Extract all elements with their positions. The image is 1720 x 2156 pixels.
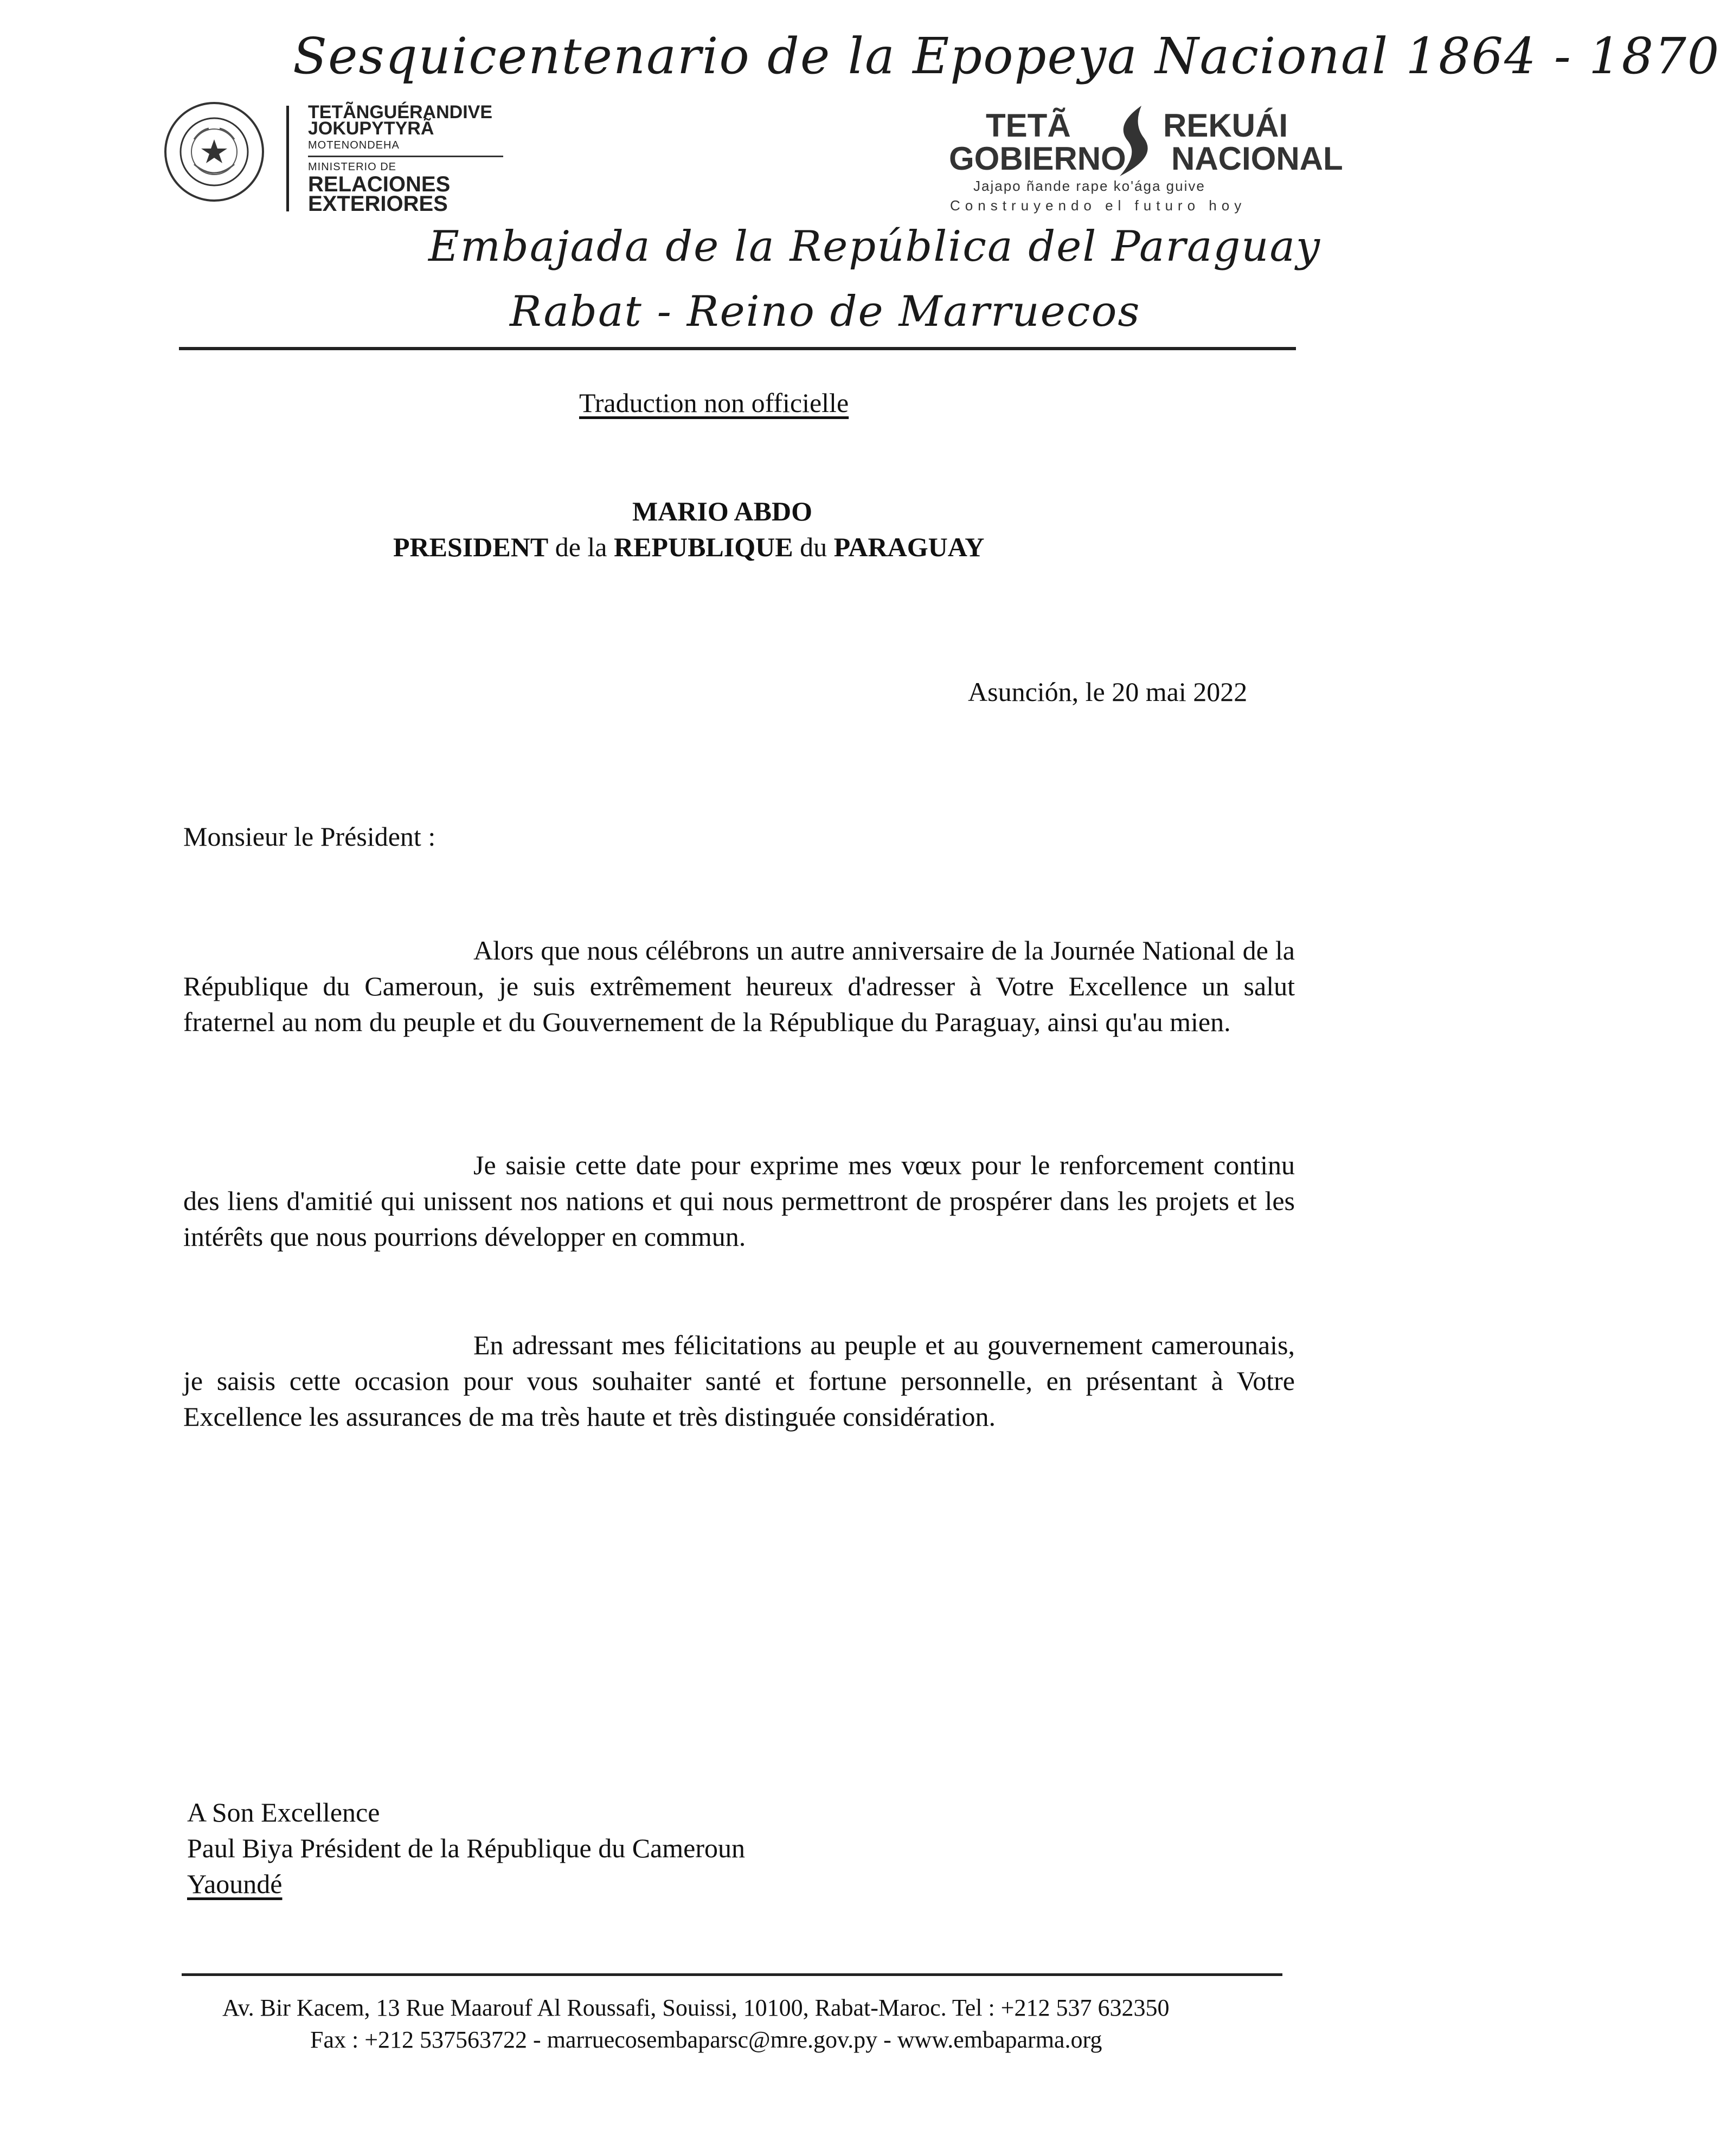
ministry-line-3: MOTENONDEHA <box>308 139 400 151</box>
ministry-divider <box>286 106 289 211</box>
national-seal-icon <box>163 100 266 203</box>
unofficial-translation-note: Traduction non officielle <box>579 388 849 418</box>
letter-date: Asunción, le 20 mai 2022 <box>968 677 1248 707</box>
government-logo-nacional: NACIONAL <box>1171 140 1343 177</box>
sender-title <box>393 529 984 565</box>
recipient-block <box>187 1794 745 1902</box>
ministry-line-1: TETÃNGUÉRANDIVE <box>308 102 493 123</box>
paragraph-2: Je saisie cette date pour exprime mes vœux pour le renforcement continu des liens d'amitié qui unissent nos nations et qui nous permettront de prospérer dans les projets et les intérêts que nous pourrions développer en commun. <box>183 1150 1295 1252</box>
recipient-line-1: A Son Excellence <box>187 1797 380 1827</box>
salutation: Monsieur le Président : <box>183 821 436 852</box>
ministry-line-4: MINISTERIO DE <box>308 161 397 173</box>
ministry-rule <box>308 156 503 157</box>
ministry-line-2: JOKUPYTYRÃ <box>308 118 434 139</box>
ministry-line-6: EXTERIORES <box>308 192 448 216</box>
recipient-city: Yaoundé <box>187 1869 283 1899</box>
embassy-name: Embajada de la República del Paraguay <box>428 222 1321 271</box>
sender-title-word: du <box>800 532 827 562</box>
embassy-location: Rabat - Reino de Marruecos <box>510 287 1141 336</box>
government-tagline-spanish: Construyendo el futuro hoy <box>950 197 1247 214</box>
sender-title-word: REPUBLIQUE <box>613 532 793 562</box>
sender-title-word: de la <box>555 532 607 562</box>
sender-name: MARIO ABDO <box>632 496 812 526</box>
government-tagline-guarani: Jajapo ñande rape ko'ága guive <box>973 178 1205 194</box>
government-logo-gobierno: GOBIERNO <box>949 140 1126 177</box>
paragraph-1: Alors que nous célébrons un autre anniversaire de la Journée National de la République du Cameroun, je suis extrêmement heureux d'adresser à Votre Excellence un salut fraternel au nom du peuple et du Gouvernement de la République du Paraguay, ainsi qu'au mien. <box>183 935 1295 1037</box>
government-logo-rekuai: REKUÁI <box>1163 107 1288 144</box>
header-rule <box>179 347 1296 350</box>
footer-contact: Fax : +212 537563722 - marruecosembaparsc@mre.gov.py - www.embaparma.org <box>310 2026 1102 2053</box>
commemoration-heading: Sesquicentenario de la Epopeya Nacional 1864 - 1870 <box>293 27 1720 85</box>
recipient-line-2: Paul Biya Président de la République du Cameroun <box>187 1833 745 1863</box>
sender-title-word: PRESIDENT <box>393 532 549 562</box>
government-logo-teta: TETÃ <box>986 107 1071 144</box>
footer-address: Av. Bir Kacem, 13 Rue Maarouf Al Roussafi, Souissi, 10100, Rabat-Maroc. Tel : +212 537 632350 <box>222 1994 1170 2021</box>
ministry-line-5: RELACIONES <box>308 172 451 196</box>
paragraph-3: En adressant mes félicitations au peuple et au gouvernement camerounais, je saisis cette occasion pour vous souhaiter santé et fortune personnelle, en présentant à Votre Excellence les assurances de ma très haute et très distinguée considération. <box>183 1330 1295 1432</box>
footer-rule <box>182 1973 1282 1976</box>
sender-title-word: PARAGUAY <box>833 532 985 562</box>
